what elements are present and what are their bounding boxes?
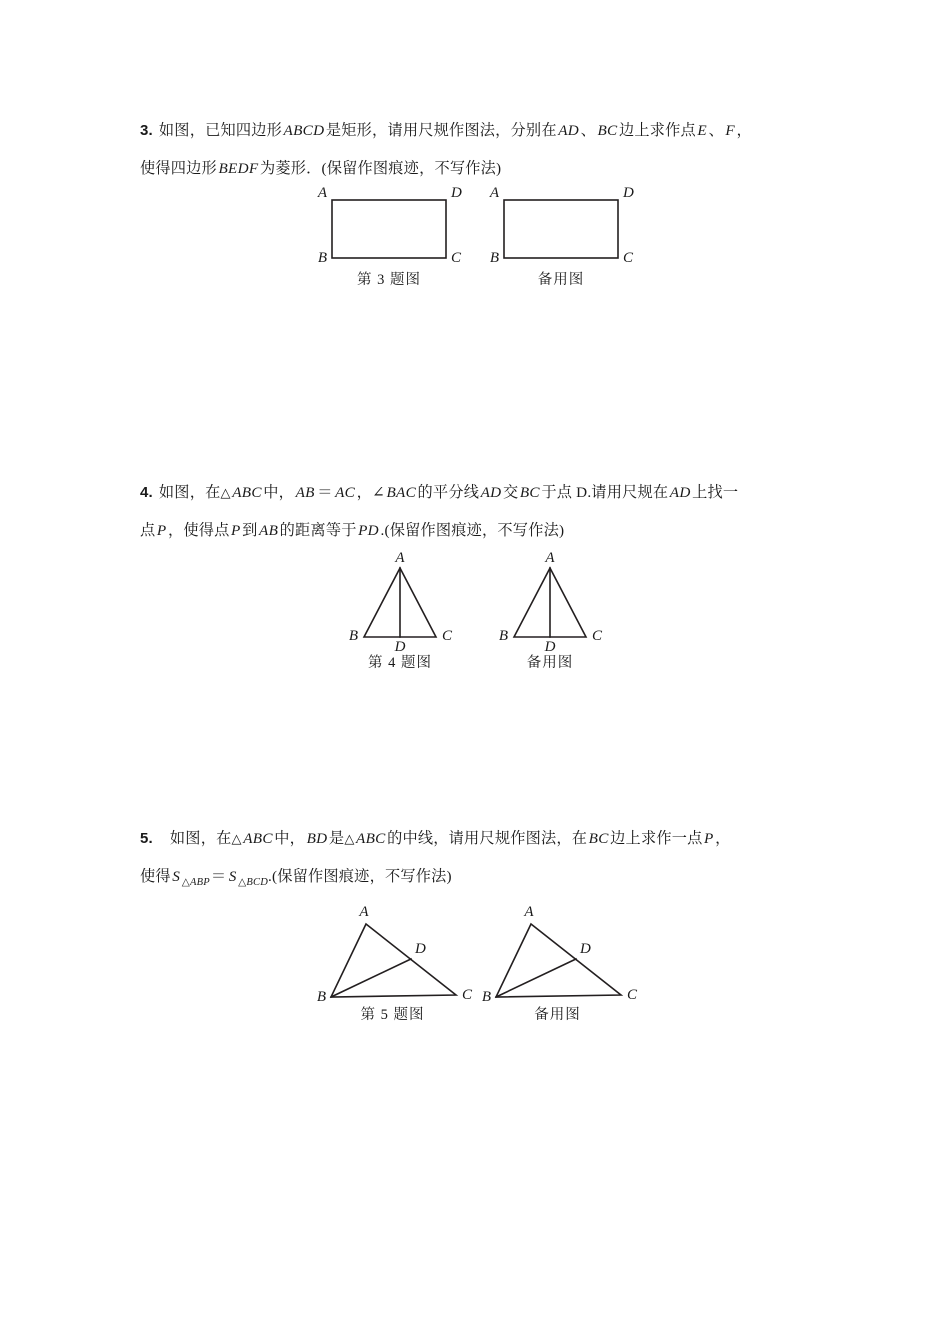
vertex-label-c: C <box>623 250 634 266</box>
figure-5-spare-caption: 备用图 <box>534 1007 581 1023</box>
vertex-label-d: D <box>544 639 556 655</box>
problem-4-figures <box>0 546 950 672</box>
problem-3-line-1 <box>140 112 812 150</box>
vertex-label-c: C <box>461 987 472 1003</box>
figure-4-main <box>325 546 475 672</box>
vertex-label-c: C <box>592 628 603 644</box>
problem-5-line-1 <box>140 820 812 858</box>
problem-5-figures <box>0 896 950 1024</box>
vertex-label-a: A <box>489 185 499 201</box>
rectangle-abcd-spare-diagram <box>488 185 634 266</box>
vertex-label-d: D <box>451 185 462 201</box>
isosceles-triangle-abc-spare-diagram <box>485 546 615 655</box>
problem-4-line-1 <box>140 474 812 512</box>
problem-5-line-2-text: 使得S $_{\triangle ABP}$＝ S $_{\triangle BCD}$.(保留作图痕迹，不写作法) <box>140 868 452 889</box>
figure-4-spare-caption: 备用图 <box>526 655 574 671</box>
problem-5 <box>140 820 812 902</box>
problem-4 <box>140 474 812 550</box>
problem-4-line-2-text: 点P，使得点P到AB的距离等于PD.(保留作图痕迹，不写作法) <box>140 522 565 539</box>
vertex-label-a: A <box>358 904 369 920</box>
problem-3-line-2-text: 使得四边形BEDF为菱形．(保留作图痕迹，不写作法) <box>140 160 502 177</box>
problem-5-line-1-text: 如图，在△ABC中，BD是△ABC的中线，请用尺规作图法，在BC边上求作一点P， <box>169 830 731 847</box>
vertex-label-d: D <box>579 941 591 957</box>
vertex-label-b: B <box>498 628 508 644</box>
rectangle-abcd-diagram <box>316 185 462 266</box>
problem-3-number: 3. <box>140 122 153 139</box>
vertex-label-c: C <box>626 987 637 1003</box>
vertex-label-b: B <box>481 989 491 1005</box>
vertex-label-b: B <box>489 250 499 266</box>
problem-3-line-2 <box>140 150 812 188</box>
figure-3-spare-caption: 备用图 <box>537 272 585 288</box>
vertex-label-a: A <box>523 904 534 920</box>
figure-3-spare <box>475 185 647 289</box>
problem-3-figures <box>0 185 950 289</box>
vertex-label-d: D <box>414 941 426 957</box>
vertex-label-b: B <box>316 989 326 1005</box>
vertex-label-a: A <box>317 185 327 201</box>
problem-3 <box>140 112 812 188</box>
median-triangle-abc-spare-diagram <box>481 896 637 1005</box>
median-triangle-abc-diagram <box>316 896 472 1005</box>
figure-3-main <box>303 185 475 289</box>
figure-4-spare <box>475 546 625 672</box>
isosceles-triangle-abc-diagram <box>335 546 465 655</box>
vertex-label-d: D <box>623 185 634 201</box>
figure-4-main-caption: 第 4 题图 <box>368 655 432 671</box>
problem-4-line-2 <box>140 512 812 550</box>
figure-5-main-caption: 第 5 题图 <box>360 1007 425 1023</box>
vertex-label-a: A <box>545 550 555 566</box>
problem-4-line-1-text: 如图，在△ABC中，AB ＝ AC，∠BAC的平分线AD交BC于点 D.请用尺规在AD上找一 <box>158 484 739 501</box>
vertex-label-b: B <box>348 628 358 644</box>
problem-4-number: 4. <box>140 484 153 501</box>
problem-5-number: 5. <box>140 830 153 847</box>
vertex-label-b: B <box>317 250 327 266</box>
vertex-label-d: D <box>394 639 406 655</box>
vertex-label-a: A <box>395 550 405 566</box>
vertex-label-c: C <box>442 628 453 644</box>
problem-3-line-1-text: 如图，已知四边形ABCD是矩形，请用尺规作图法，分别在AD、BC边上求作点E、F， <box>158 122 752 139</box>
figure-3-main-caption: 第 3 题图 <box>357 272 421 288</box>
figure-5-spare <box>475 896 640 1024</box>
vertex-label-c: C <box>451 250 462 266</box>
figure-5-main <box>310 896 475 1024</box>
